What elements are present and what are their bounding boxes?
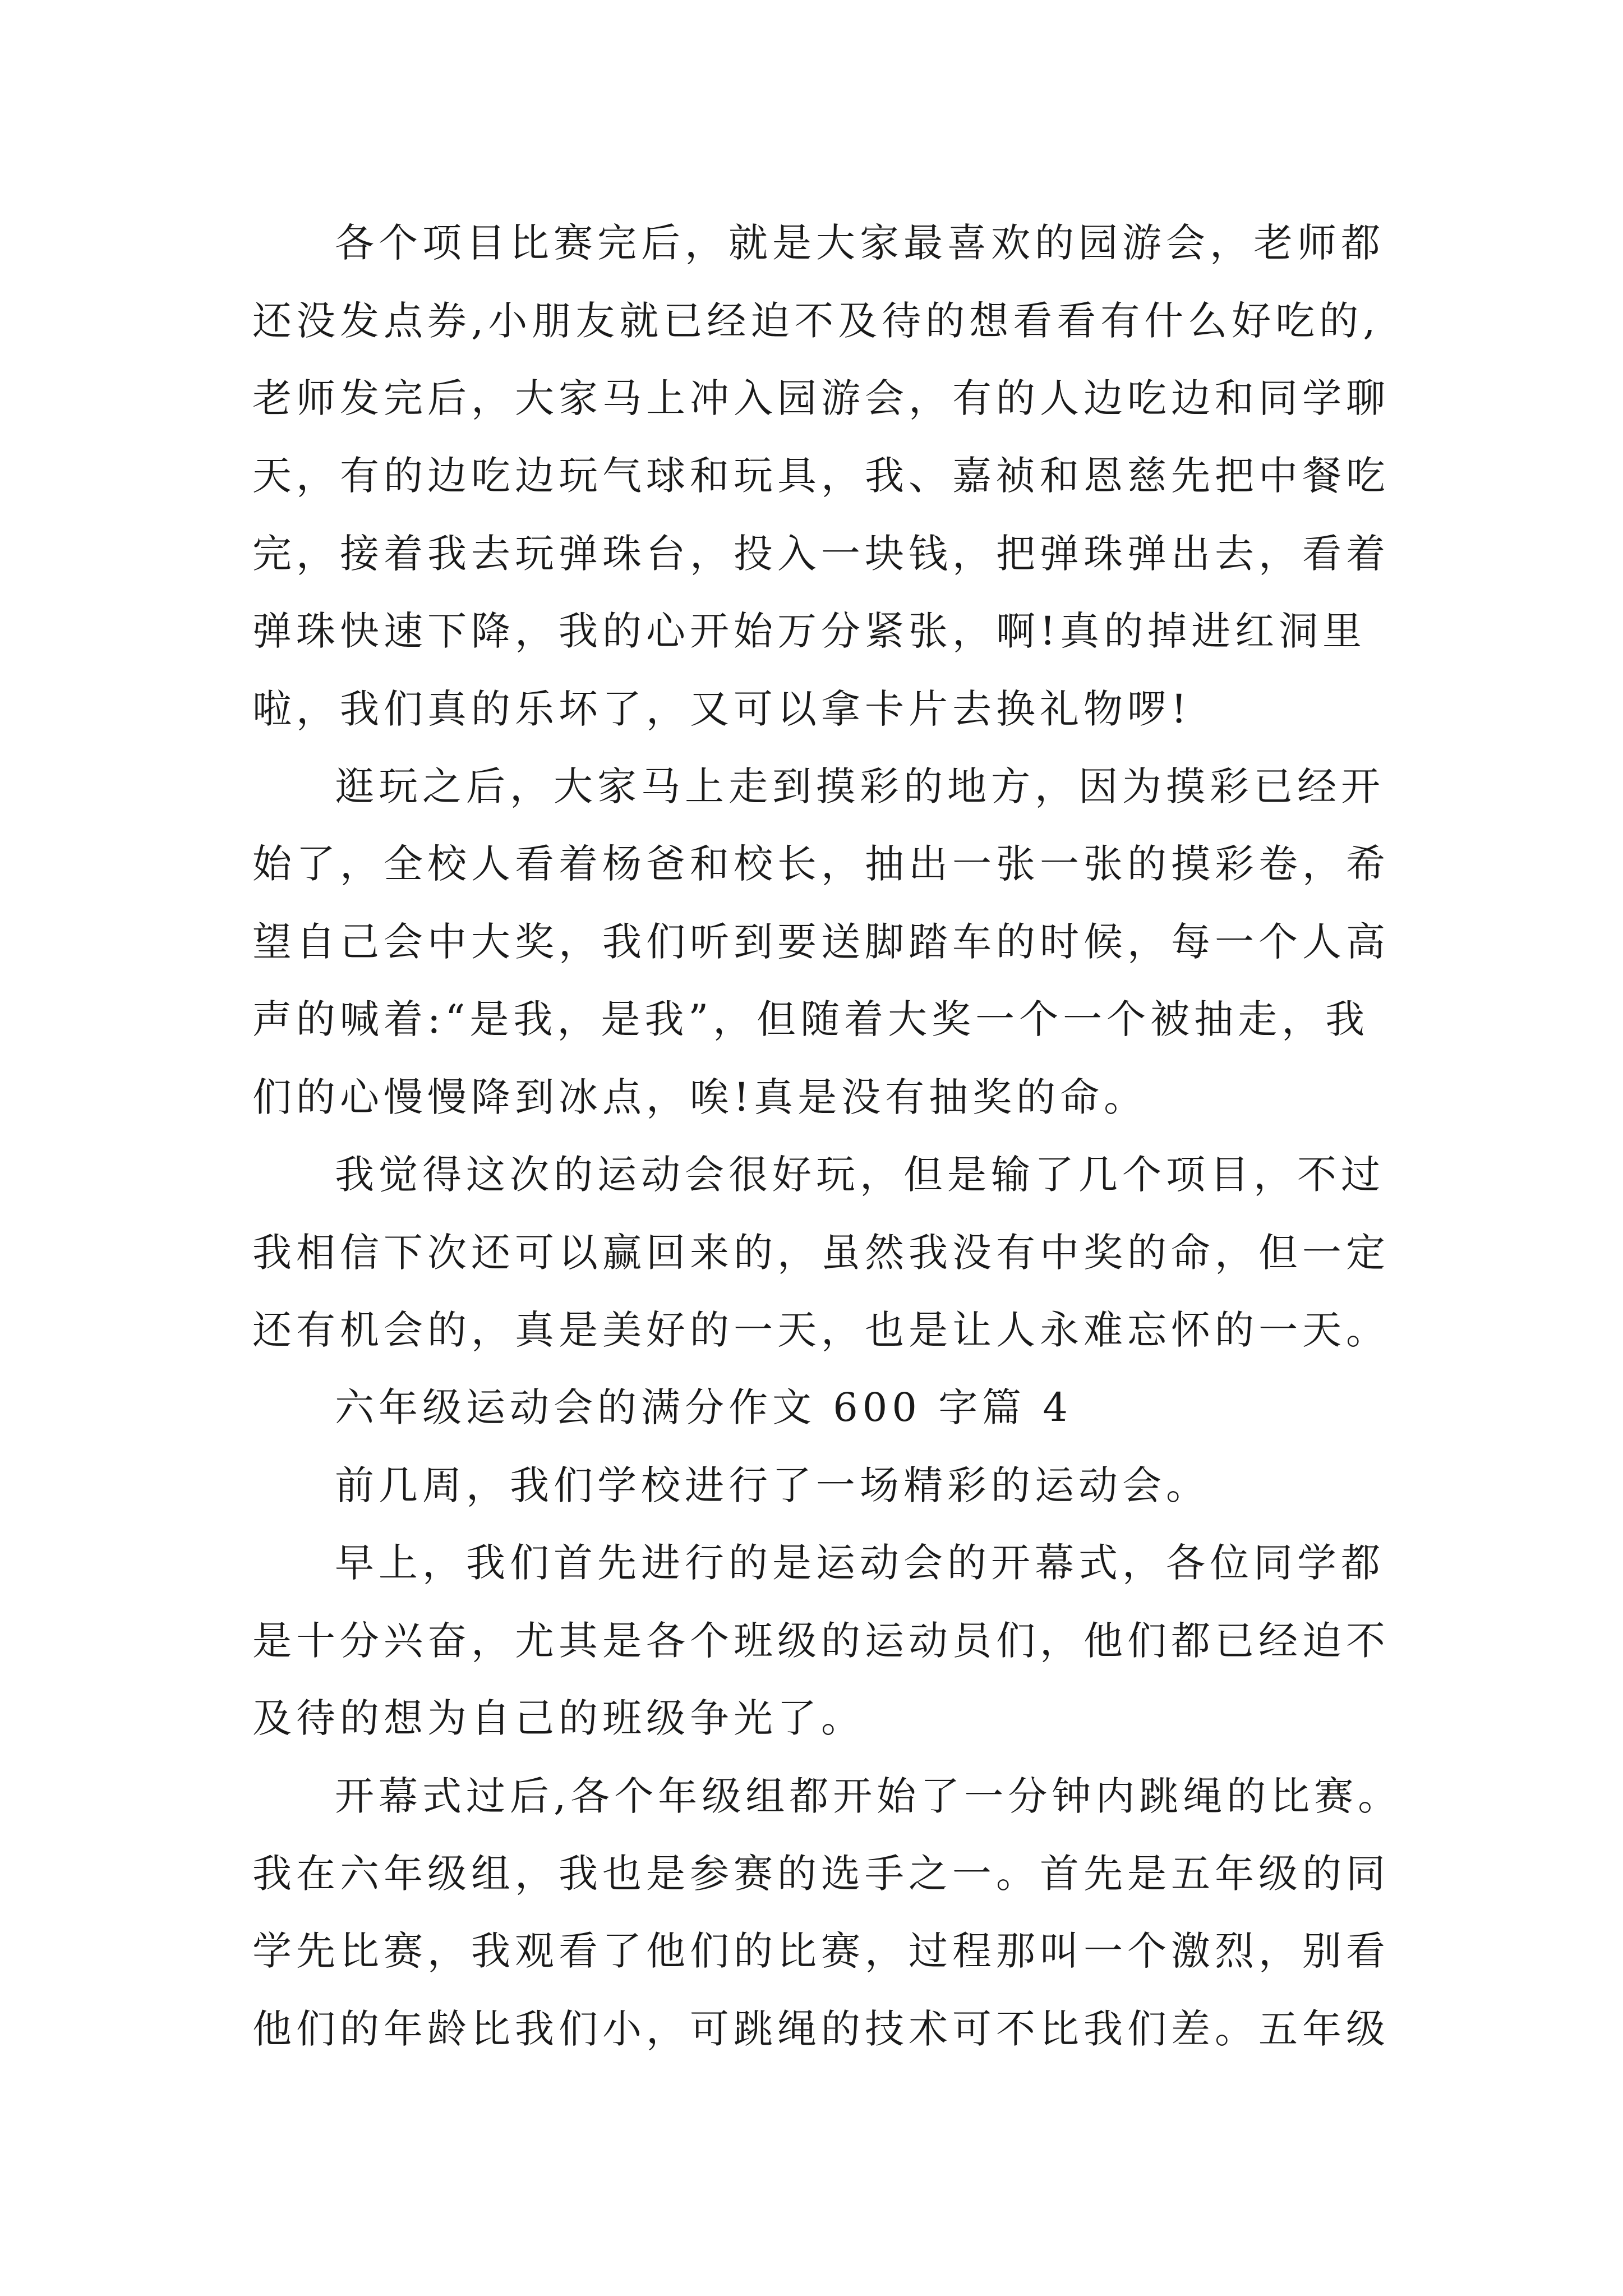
text-line: 老师发完后，大家马上冲入园游会，有的人边吃边和同学聊 bbox=[252, 375, 1390, 421]
text-line: 天，有的边吃边玩气球和玩具，我、嘉祯和恩慈先把中餐吃 bbox=[252, 453, 1390, 499]
text-line: 啦，我们真的乐坏了，又可以拿卡片去换礼物啰! bbox=[252, 686, 1192, 732]
text-line: 我相信下次还可以赢回来的，虽然我没有中奖的命，但一定 bbox=[252, 1230, 1390, 1276]
text-line: 还有机会的，真是美好的一天，也是让人永难忘怀的一天。 bbox=[252, 1307, 1390, 1353]
text-line: 我在六年级组，我也是参赛的选手之一。首先是五年级的同 bbox=[252, 1851, 1390, 1897]
section-heading: 六年级运动会的满分作文 600 字篇 4 bbox=[335, 1384, 1072, 1430]
text-line: 始了，全校人看着杨爸和校长，抽出一张一张的摸彩卷，希 bbox=[252, 841, 1390, 887]
text-line: 逛玩之后，大家马上走到摸彩的地方，因为摸彩已经开 bbox=[335, 763, 1385, 809]
text-line: 声的喊着:“是我，是我”，但随着大奖一个一个被抽走，我 bbox=[252, 996, 1370, 1042]
text-line: 还没发点券,小朋友就已经迫不及待的想看看有什么好吃的, bbox=[252, 298, 1380, 344]
text-line: 弹珠快速下降，我的心开始万分紧张，啊!真的掉进红洞里 bbox=[252, 608, 1367, 654]
text-line: 各个项目比赛完后，就是大家最喜欢的园游会，老师都 bbox=[335, 220, 1385, 266]
text-line: 完，接着我去玩弹珠台，投入一块钱，把弹珠弹出去，看着 bbox=[252, 531, 1390, 577]
text-line: 开幕式过后,各个年级组都开始了一分钟内跳绳的比赛。 bbox=[335, 1773, 1402, 1819]
text-line: 及待的想为自己的班级争光了。 bbox=[252, 1695, 865, 1741]
text-line: 望自己会中大奖，我们听到要送脚踏车的时候，每一个人高 bbox=[252, 919, 1390, 965]
text-line: 早上，我们首先进行的是运动会的开幕式，各位同学都 bbox=[335, 1540, 1385, 1586]
text-line: 我觉得这次的运动会很好玩，但是输了几个项目，不过 bbox=[335, 1152, 1385, 1198]
text-line: 是十分兴奋，尤其是各个班级的运动员们，他们都已经迫不 bbox=[252, 1618, 1390, 1664]
text-line: 前几周，我们学校进行了一场精彩的运动会。 bbox=[335, 1462, 1210, 1508]
text-line: 他们的年龄比我们小，可跳绳的技术可不比我们差。五年级 bbox=[252, 2006, 1390, 2052]
text-line: 学先比赛，我观看了他们的比赛，过程那叫一个激烈，别看 bbox=[252, 1928, 1390, 1974]
text-line: 们的心慢慢降到冰点，唉!真是没有抽奖的命。 bbox=[252, 1074, 1148, 1120]
